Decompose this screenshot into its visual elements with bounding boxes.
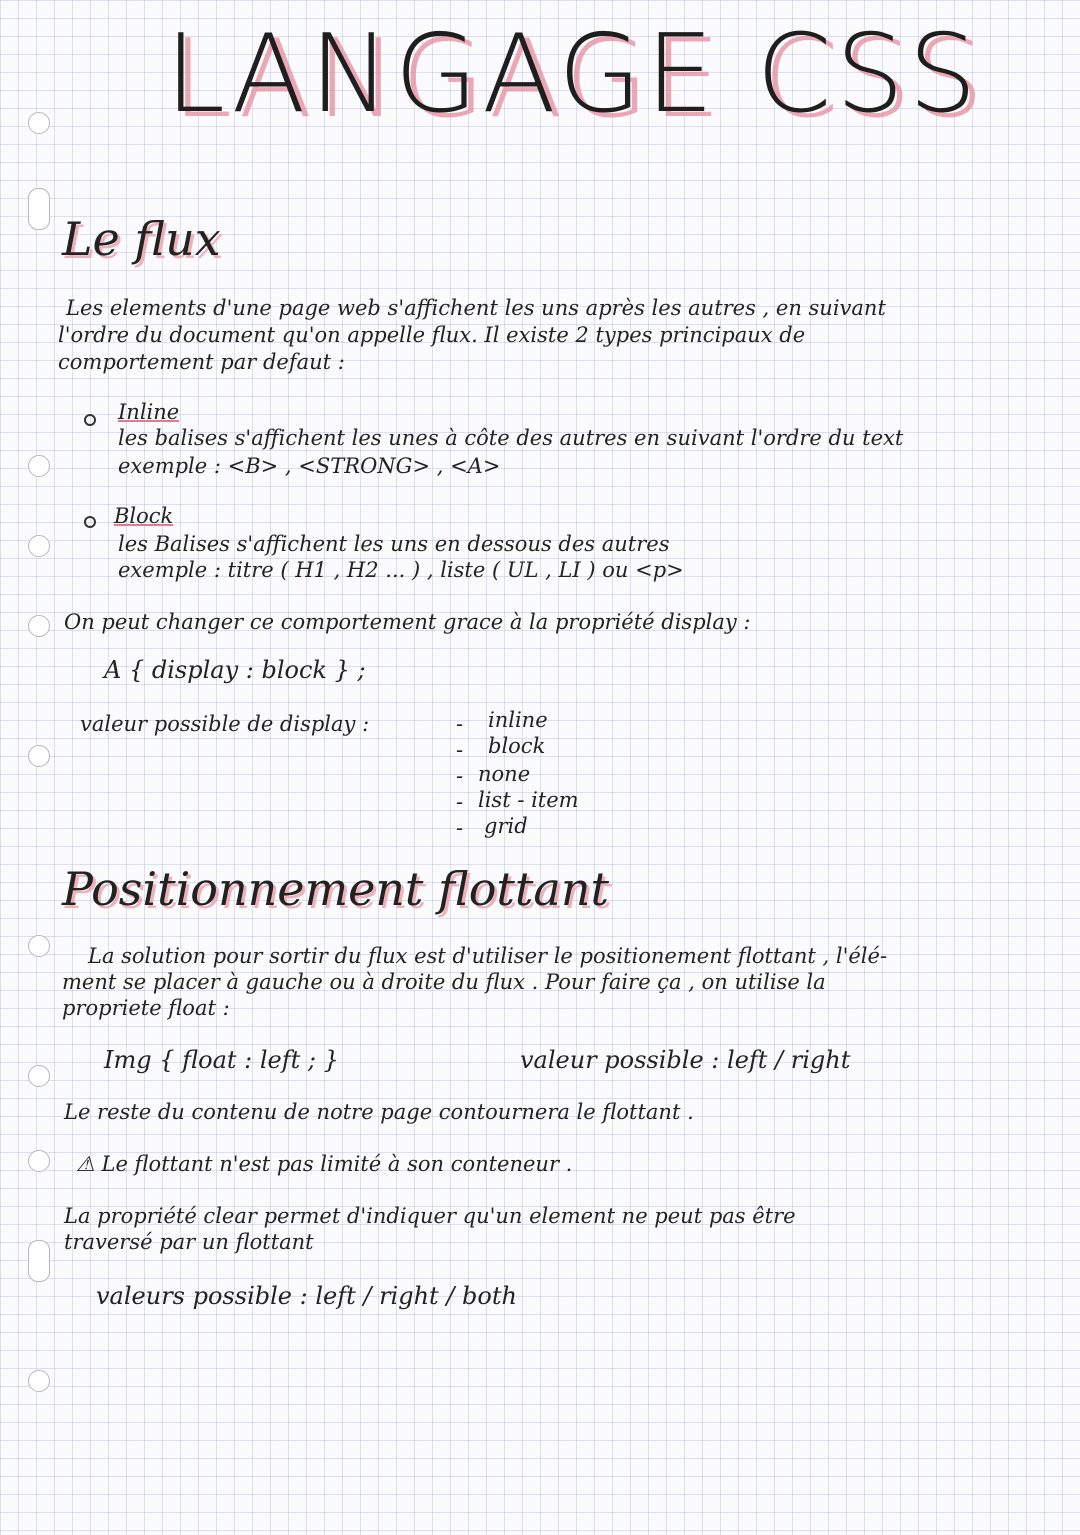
block-example: exemple : titre ( H1 , H2 ... ) , liste ( UL , LI ) ou <p> <box>118 558 684 582</box>
list-dash: - <box>456 738 464 762</box>
float-code-example: Img { float : left ; } <box>104 1046 339 1074</box>
display-values-label: valeur possible de display : <box>80 712 370 736</box>
binder-hole <box>28 615 50 637</box>
binder-holes <box>0 0 60 1535</box>
page-title: LANGAGE CSS <box>165 12 981 137</box>
flux-intro-line-2: l'ordre du document qu'on appelle flux. Il existe 2 types principaux de <box>58 323 806 347</box>
clear-line-2: traversé par un flottant <box>64 1230 314 1254</box>
list-dash: - <box>456 790 464 814</box>
float-intro-line-3: propriete float : <box>62 996 230 1020</box>
section-heading-flux: Le flux <box>62 212 221 266</box>
flux-intro-line-1: Les elements d'une page web s'affichent les uns après les autres , en suivant <box>66 296 886 320</box>
flux-intro-line-3: comportement par defaut : <box>58 350 345 374</box>
section-heading-float: Positionnement flottant <box>62 862 609 916</box>
inline-description: les balises s'affichent les unes à côte des autres en suivant l'ordre du text <box>118 426 904 450</box>
binder-hole <box>28 112 50 134</box>
float-warning: ⚠ Le flottant n'est pas limité à son conteneur . <box>76 1152 573 1176</box>
float-intro-line-1: La solution pour sortir du flux est d'utiliser le positionement flottant , l'élé- <box>88 944 888 968</box>
float-intro-line-2: ment se placer à gauche ou à droite du flux . Pour faire ça , on utilise la <box>62 970 826 994</box>
display-value-item: block <box>488 734 546 758</box>
display-change-text: On peut changer ce comportement grace à la propriété display : <box>64 610 751 634</box>
list-dash: - <box>456 764 464 788</box>
display-code-example: A { display : block } ; <box>104 656 366 684</box>
binder-hole <box>28 455 50 477</box>
binder-hole <box>28 935 50 957</box>
binder-hole <box>28 745 50 767</box>
term-inline: Inline <box>118 400 180 424</box>
inline-example: exemple : <B> , <STRONG> , <A> <box>118 454 501 478</box>
block-description: les Balises s'affichent les uns en dessous des autres <box>118 532 670 556</box>
float-values: valeur possible : left / right <box>520 1046 851 1074</box>
clear-values: valeurs possible : left / right / both <box>96 1282 517 1310</box>
binder-hole <box>28 1065 50 1087</box>
binder-hole <box>28 1240 50 1282</box>
list-dash: - <box>456 712 464 736</box>
clear-line-1: La propriété clear permet d'indiquer qu'un element ne peut pas être <box>64 1204 796 1228</box>
binder-hole <box>28 535 50 557</box>
float-rest-text: Le reste du contenu de notre page contournera le flottant . <box>64 1100 694 1124</box>
bullet-icon <box>84 414 96 426</box>
binder-hole <box>28 1150 50 1172</box>
binder-hole <box>28 188 50 230</box>
display-value-item: inline <box>488 708 548 732</box>
binder-hole <box>28 1370 50 1392</box>
display-value-item: none <box>478 762 531 786</box>
term-block: Block <box>114 504 174 528</box>
bullet-icon <box>84 516 96 528</box>
list-dash: - <box>456 816 464 840</box>
display-value-item: list - item <box>478 788 579 812</box>
display-value-item: grid <box>484 814 528 838</box>
